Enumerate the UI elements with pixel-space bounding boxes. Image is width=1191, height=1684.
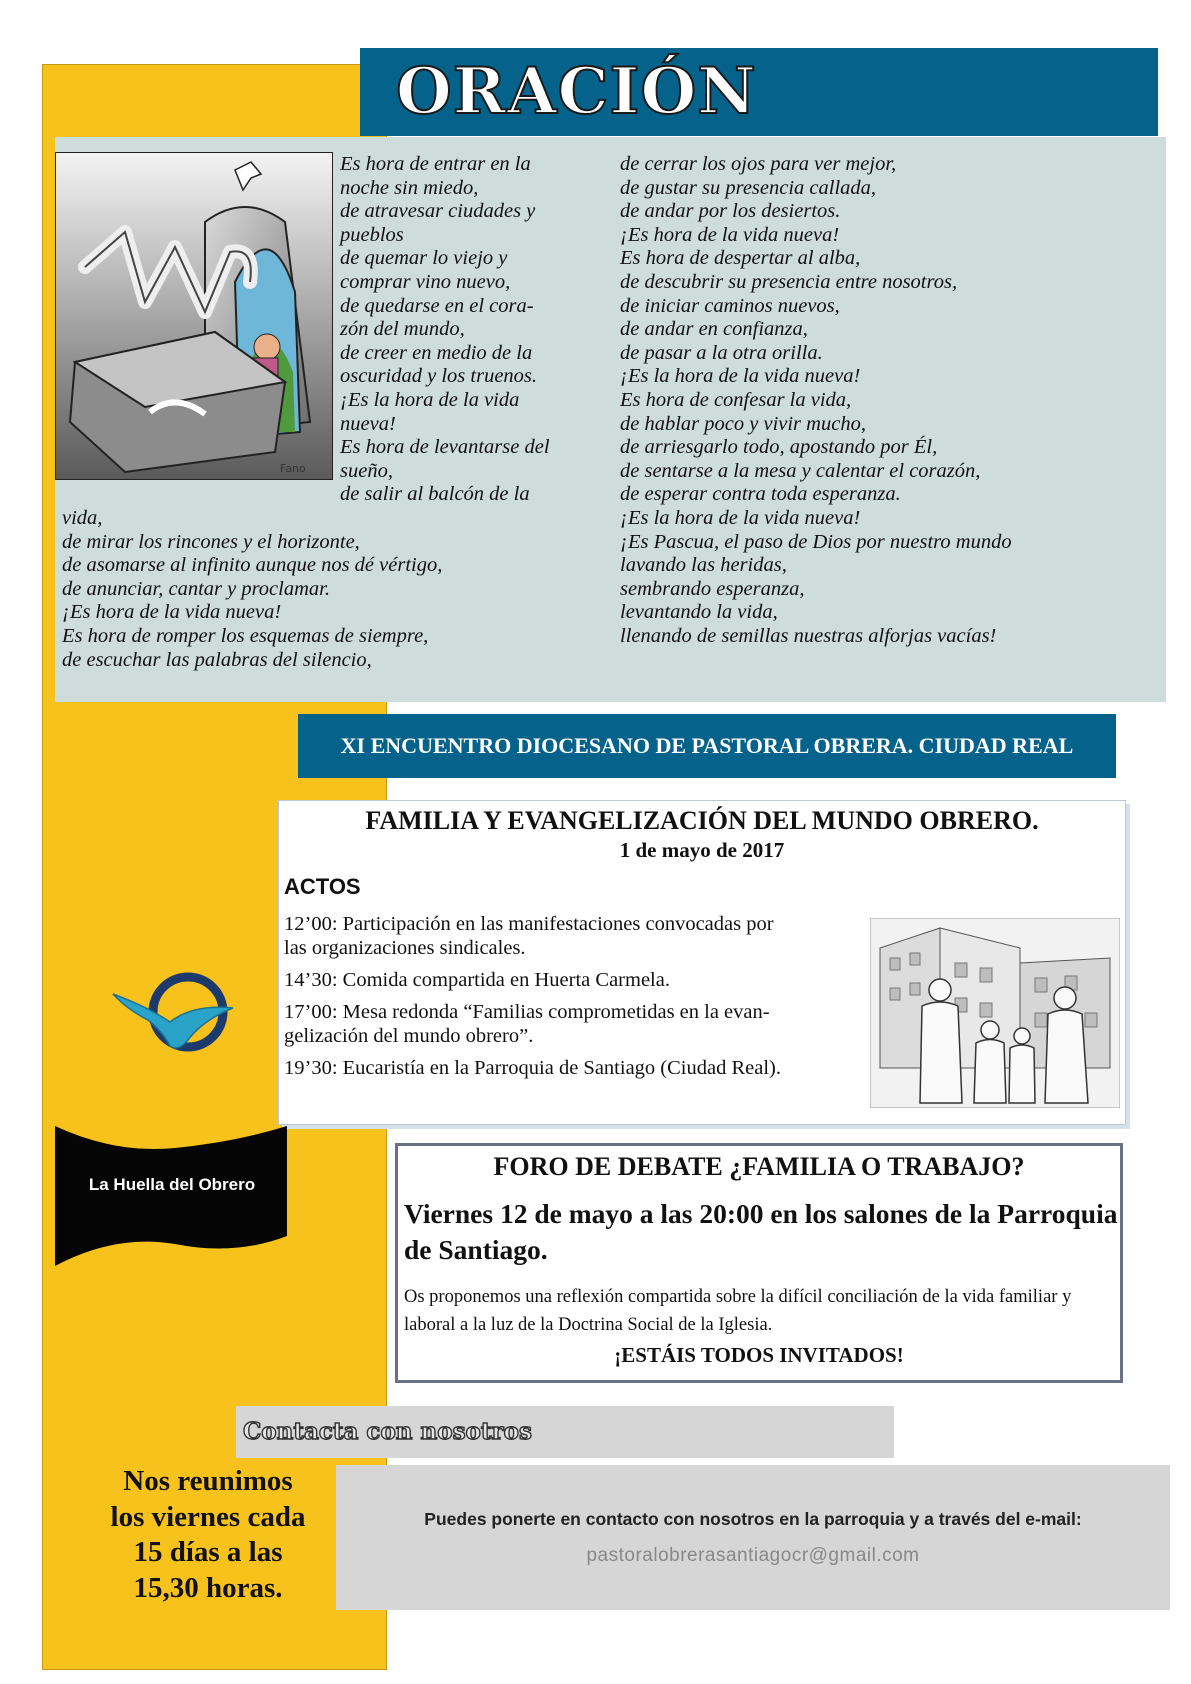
acto-item	[284, 1056, 781, 1080]
acto-line: 19’30: Eucaristía en la Parroquia de Santiago (Ciudad Real).	[284, 1057, 781, 1079]
prayer-line: ¡Es la hora de la vida	[340, 388, 520, 411]
meeting-line: 15,30 horas.	[133, 1571, 283, 1604]
prayer-line: ¡Es la hora de la vida nueva!	[620, 506, 861, 529]
acto-item	[284, 968, 670, 992]
meeting-line: los viernes cada	[110, 1500, 306, 1533]
acto-line: 12’00: Participación en las manifestaciones convocadas por	[284, 913, 774, 935]
prayer-line: vida,	[62, 507, 103, 529]
svg-text:Fano: Fano	[280, 462, 306, 475]
contact-email-link[interactable]: pastoralobrerasantiagocr@gmail.com	[586, 1545, 920, 1566]
page-title: ORACIÓN	[396, 54, 757, 129]
prayer-line: de pasar a la otra orilla.	[620, 341, 823, 364]
pastoral-obrera-logo	[108, 962, 248, 1062]
acto-line: gelización del mundo obrero”.	[284, 1025, 534, 1047]
prayer-line: Es hora de despertar al alba,	[620, 247, 861, 270]
prayer-line: noche sin miedo,	[340, 176, 479, 199]
actos-heading: ACTOS	[284, 874, 361, 899]
vive-illustration	[55, 152, 333, 480]
acto-item	[284, 1000, 770, 1048]
encuentro-title: XI ENCUENTRO DIOCESANO DE PASTORAL OBRERA. CIUDAD REAL	[340, 733, 1074, 758]
prayer-line: pueblos	[340, 223, 404, 246]
foro-invitation: ¡ESTÁIS TODOS INVITADOS!	[614, 1343, 904, 1367]
prayer-line: de escuchar las palabras del silencio,	[62, 648, 372, 671]
prayer-line: de esperar contra toda esperanza.	[620, 483, 901, 506]
meeting-schedule	[58, 1464, 358, 1606]
family-sketch-image	[870, 918, 1120, 1108]
contact-text: Puedes ponerte en contacto con nosotros en la parroquia y a través del e-mail:	[424, 1509, 1082, 1529]
prayer-line: oscuridad y los truenos.	[340, 365, 538, 388]
acto-line: las organizaciones sindicales.	[284, 937, 526, 959]
prayer-line: de iniciar caminos nuevos,	[620, 294, 840, 317]
acto-line: 17’00: Mesa redonda “Familias comprometidas en la evan-	[284, 1001, 770, 1023]
prayer-line: sueño,	[340, 459, 393, 482]
prayer-line: de andar en confianza,	[620, 318, 808, 341]
prayer-line: de cerrar los ojos para ver mejor,	[620, 153, 897, 175]
meeting-line: 15 días a las	[133, 1536, 283, 1568]
prayer-line: Es hora de confesar la vida,	[620, 388, 852, 411]
prayer-line: lavando las heridas,	[620, 554, 787, 577]
prayer-line: comprar vino nuevo,	[340, 270, 511, 293]
prayer-line: zón del mundo,	[340, 318, 465, 341]
prayer-left-column	[340, 153, 550, 507]
prayer-line: de hablar poco y vivir mucho,	[620, 412, 866, 435]
prayer-line: de andar por los desiertos.	[620, 200, 841, 223]
prayer-left-column-bottom	[62, 507, 442, 672]
foro-description: Os proponemos una reflexión compartida sobre la difícil conciliación de la vida familiar y laboral a la luz de la Doctrina Social de la Iglesia.	[404, 1287, 1072, 1335]
prayer-line: Es hora de levantarse del	[340, 436, 550, 459]
prayer-line: de anunciar, cantar y proclamar.	[62, 577, 330, 600]
prayer-line: de quemar lo viejo y	[340, 247, 508, 270]
prayer-line: de sentarse a la mesa y calentar el corazón,	[620, 459, 981, 482]
prayer-line: de arriesgarlo todo, apostando por Él,	[620, 436, 938, 459]
prayer-line: Es hora de entrar en la	[340, 153, 531, 175]
prayer-line: de salir al balcón de la	[340, 483, 530, 506]
prayer-line: levantando la vida,	[620, 601, 778, 624]
meeting-line: Nos reunimos	[123, 1465, 293, 1497]
prayer-right-column	[620, 153, 1012, 648]
prayer-line: nueva!	[340, 412, 396, 435]
prayer-line: de mirar los rincones y el horizonte,	[62, 530, 360, 553]
prayer-line: de asomarse al infinito aunque nos dé vértigo,	[62, 554, 443, 577]
huella-flag-shape	[55, 1126, 287, 1266]
huella-label: La Huella del Obrero	[88, 1175, 256, 1194]
foro-title: FORO DE DEBATE ¿FAMILIA O TRABAJO?	[493, 1152, 1025, 1181]
prayer-line: ¡Es Pascua, el paso de Dios por nuestro mundo	[620, 530, 1012, 553]
prayer-line: ¡Es hora de la vida nueva!	[620, 223, 840, 246]
prayer-line: de creer en medio de la	[340, 341, 533, 364]
foro-date-location: Viernes 12 de mayo a las 20:00 en los salones de la Parroquia de Santiago.	[404, 1198, 1118, 1265]
contact-panel	[336, 1465, 1170, 1610]
acto-line: 14’30: Comida compartida en Huerta Carmela.	[284, 969, 670, 991]
familia-title: FAMILIA Y EVANGELIZACIÓN DEL MUNDO OBRERO.	[365, 806, 1039, 835]
contacta-heading: Contacta con nosotros	[243, 1418, 532, 1445]
prayer-line: de gustar su presencia callada,	[620, 176, 877, 199]
prayer-line: sembrando esperanza,	[620, 577, 805, 600]
familia-date: 1 de mayo de 2017	[619, 838, 785, 862]
acto-item	[284, 912, 774, 960]
prayer-line: Es hora de romper los esquemas de siempre,	[62, 624, 429, 647]
prayer-line: de descubrir su presencia entre nosotros,	[620, 270, 958, 293]
prayer-line: de quedarse en el cora-	[340, 294, 534, 317]
prayer-line: de atravesar ciudades y	[340, 200, 536, 223]
prayer-line: ¡Es hora de la vida nueva!	[62, 601, 282, 624]
prayer-line: llenando de semillas nuestras alforjas vacías!	[620, 624, 997, 647]
prayer-line: ¡Es la hora de la vida nueva!	[620, 365, 861, 388]
